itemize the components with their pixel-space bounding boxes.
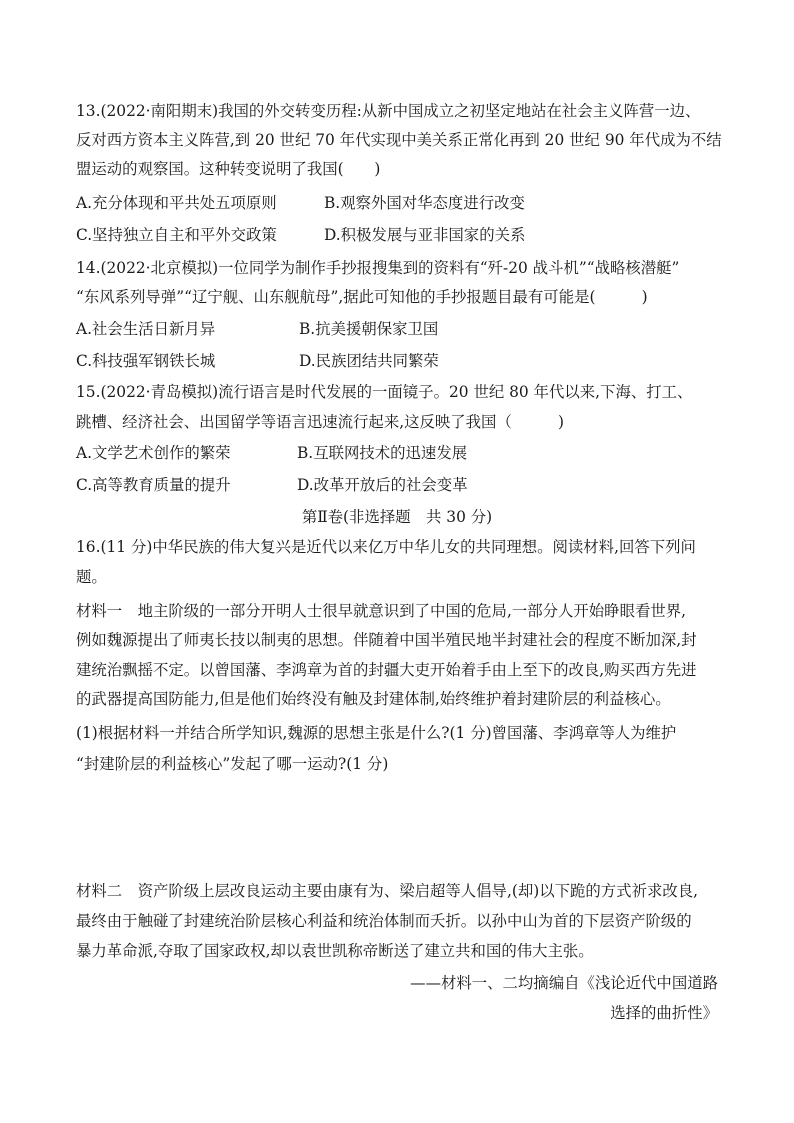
q15-stem-line-2: 跳槽、经济社会、出国留学等语言迅速流行起来,这反映了我国（ ) [76, 413, 565, 431]
q13-option-d: D.积极发展与亚非国家的关系 [324, 226, 526, 244]
material-1-line-4: 的武器提高国防能力,但是他们始终没有触及封建体制,始终维护着封建阶层的利益核心。 [76, 690, 671, 708]
q13-stem-line-2: 反对西方资本主义阵营,到 20 世纪 70 年代实现中美关系正常化再到 20 世纪 90 年代成为不结 [76, 131, 722, 149]
q15-option-d: D.改革开放后的社会变革 [297, 476, 468, 494]
q15-option-a: A.文学艺术创作的繁荣 [76, 444, 231, 462]
q15-option-b: B.互联网技术的迅速发展 [297, 444, 468, 462]
section-title: 第Ⅱ卷(非选择题 共 30 分) [301, 508, 493, 526]
q14-stem-line-2: “东风系列导弹”“辽宁舰、山东舰航母”,据此可知他的手抄报题目最有可能是( ) [76, 288, 648, 306]
q14-stem-line-1: 14.(2022·北京模拟)一位同学为制作手抄报搜集到的资料有“歼-20 战斗机”“战略核潜艇” [76, 259, 680, 277]
q13-stem-line-3: 盟运动的观察国。这种转变说明了我国( ) [76, 160, 381, 178]
material-source-line-1: ——材料一、二均摘编自《浅论近代中国道路 [410, 974, 718, 992]
q13-option-a: A.充分体现和平共处五项原则 [76, 194, 277, 212]
q13-option-b: B.观察外国对华态度进行改变 [324, 194, 525, 212]
material-1-line-1: 材料一 地主阶级的一部分开明人士很早就意识到了中国的危局,一部分人开始睁眼看世界, [76, 602, 687, 620]
q15-stem-line-1: 15.(2022·青岛模拟)流行语言是时代发展的一面镜子。20 世纪 80 年代以来,下海、打工、 [76, 383, 693, 401]
q16-stem-line-1: 16.(11 分)中华民族的伟大复兴是近代以来亿万中华儿女的共同理想。阅读材料,回答下列问 [76, 538, 696, 556]
q14-option-d: D.民族团结共同繁荣 [299, 352, 439, 370]
q14-option-a: A.社会生活日新月异 [76, 320, 216, 338]
material-2-line-2: 最终由于触碰了封建统治阶层核心利益和统治体制而夭折。以孙中山为首的下层资产阶级的 [76, 912, 692, 930]
q16-stem-line-2: 题。 [76, 568, 107, 586]
q14-option-b: B.抗美援朝保家卫国 [299, 320, 439, 338]
q15-option-c: C.高等教育质量的提升 [76, 476, 231, 494]
sub-question-1-line-2: “封建阶层的利益核心”发起了哪一运动?(1 分) [76, 755, 389, 773]
material-source-line-2: 选择的曲折性》 [610, 1004, 718, 1022]
material-1-line-3: 建统治飘摇不定。以曾国藩、李鸿章为首的封疆大吏开始着手由上至下的改良,购买西方先进 [76, 661, 697, 679]
material-2-line-1: 材料二 资产阶级上层改良运动主要由康有为、梁启超等人倡导,(却)以下跪的方式祈求改良, [76, 882, 699, 900]
material-1-line-2: 例如魏源提出了师夷长技以制夷的思想。伴随着中国半殖民地半封建社会的程度不断加深,封 [76, 631, 697, 649]
sub-question-1-line-1: (1)根据材料一并结合所学知识,魏源的思想主张是什么?(1 分)曾国藩、李鸿章等人为维护 [76, 724, 677, 742]
q13-option-c: C.坚持独立自主和平外交政策 [76, 226, 277, 244]
material-2-line-3: 暴力革命派,夺取了国家政权,却以袁世凯称帝断送了建立共和国的伟大主张。 [76, 942, 594, 960]
q14-option-c: C.科技强军钢铁长城 [76, 352, 216, 370]
q13-stem-line-1: 13.(2022·南阳期末)我国的外交转变历程:从新中国成立之初坚定地站在社会主义阵营一边、 [76, 102, 701, 120]
